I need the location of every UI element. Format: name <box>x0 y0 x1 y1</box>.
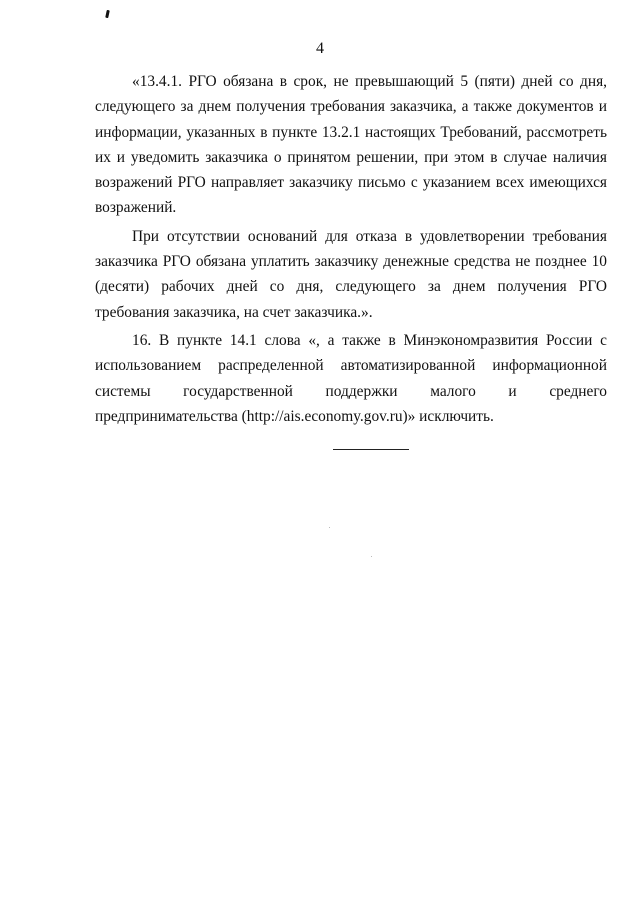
separator-line <box>333 449 409 450</box>
document-body <box>95 69 607 432</box>
paragraph-13-4-1: «13.4.1. РГО обязана в срок, не превышающий 5 (пяти) дней со дня, следующего за днем получения требования заказчика, а также документов и информации, указанных в пункте 13.2.1 настоящих Требований, рассмотреть их и уведомить заказчика о принятом решении, при этом в случае наличия возражений РГО направляет заказчику письмо с указанием всех имеющихся возражений. <box>95 73 607 217</box>
paragraph-payment: При отсутствии оснований для отказа в удовлетворении требования заказчика РГО обязана уплатить заказчику денежные средства не позднее 10 (десяти) рабочих дней со дня, следующего за днем получения РГО требования заказчика, на счет заказчика.». <box>95 227 607 321</box>
paragraph-16: 16. В пункте 14.1 слова «, а также в Минэкономразвития России с использованием распределенной автоматизированной информационной системы государственной поддержки малого и среднего предпринимательства (http://ais.economy.gov.ru)» исключить. <box>95 331 607 425</box>
scan-mark <box>105 10 110 18</box>
scan-dot <box>329 527 330 528</box>
scan-dot <box>371 556 372 557</box>
page-number: 4 <box>316 40 324 57</box>
